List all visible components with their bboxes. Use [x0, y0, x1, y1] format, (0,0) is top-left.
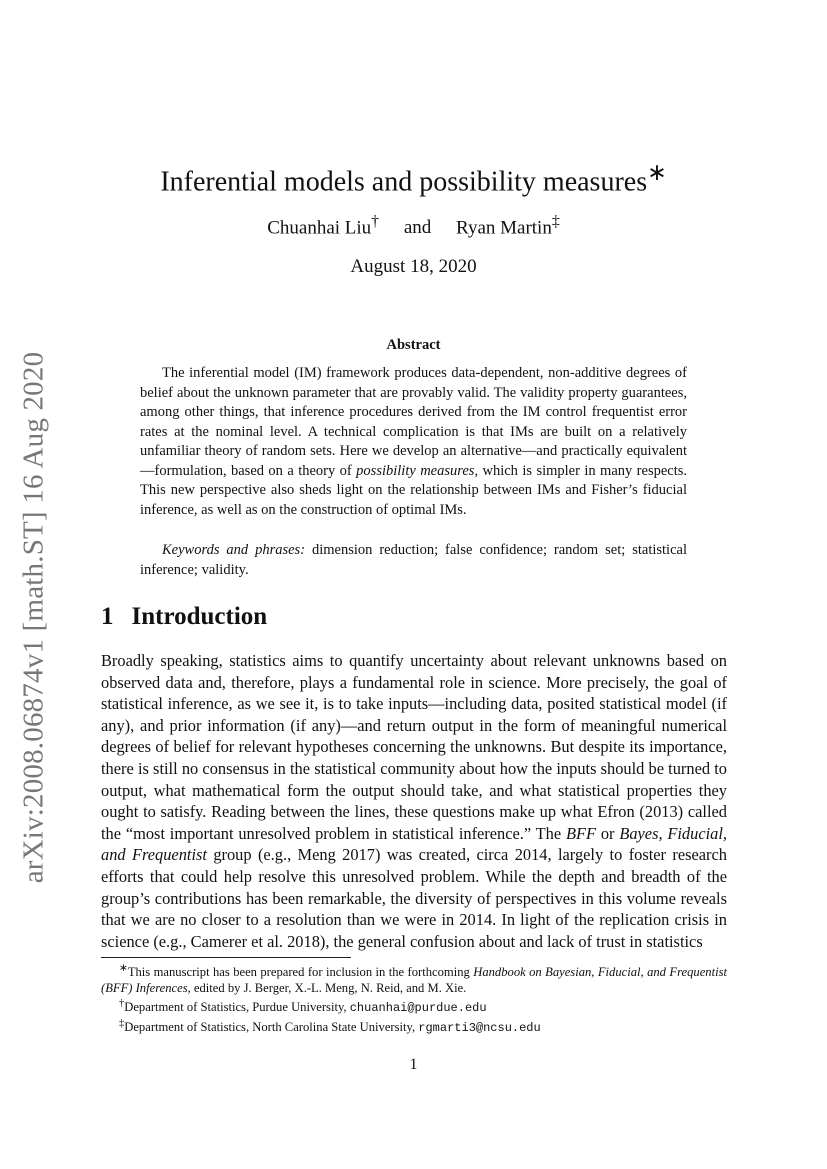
- footnote-mark: ∗: [119, 963, 128, 974]
- author-name: Chuanhai Liu: [267, 217, 372, 239]
- email-link[interactable]: chuanhai@purdue.edu: [349, 1001, 487, 1016]
- page-number: 1: [409, 1056, 418, 1073]
- intro-text: group (e.g., Meng 2017) was created, circa 2014, largely to foster research efforts that could help resolve this unresolved problem. While the depth and breadth of the group’s contributions has been remarkable, the diversity of perspectives in this volume reveals that we are no closer to a resolution than we were in 2014. In light of the replication crisis in science (e.g., Camerer et al. 2018), the general confusion about and lack of trust in statistics: [101, 845, 727, 951]
- paper-title-text: Inferential models and possibility measures: [160, 166, 648, 198]
- intro-paragraph: [101, 650, 727, 952]
- email-link[interactable]: rgmarti3@ncsu.edu: [418, 1021, 541, 1036]
- keywords-label: Keywords and phrases:: [162, 542, 306, 558]
- footnote: [101, 996, 727, 1016]
- title-footnote-mark: ∗: [647, 160, 667, 186]
- arxiv-stamp: [4, 345, 64, 890]
- footnote-text: , edited by J. Berger, X.-L. Meng, N. Reid, and M. Xie.: [187, 981, 467, 996]
- abstract-text: , which is simpler in many respects. This new perspective also sheds light on the relationship between IMs and Fisher’s fiducial inference, as well as on the construction of optimal IMs.: [140, 462, 688, 518]
- intro-text: or: [596, 823, 620, 843]
- arxiv-identifier: arXiv:2008.06874v1 [math.ST] 16 Aug 2020: [17, 351, 50, 884]
- abstract-body: [140, 364, 687, 520]
- section-number: 1: [101, 603, 114, 630]
- author-name: Ryan Martin: [456, 217, 552, 239]
- abstract-heading: Abstract: [386, 337, 441, 353]
- keywords: [140, 541, 687, 580]
- footnote-mark: †: [119, 998, 125, 1010]
- intro-emphasis: BFF: [565, 823, 597, 843]
- footnote-emphasis: Handbook on Bayesian, Fiducial, and Frequentist (BFF) Inferences: [101, 965, 727, 996]
- footnote: [101, 1016, 727, 1036]
- abstract-emphasis: possibility measures: [356, 462, 475, 479]
- author-footnote-mark: †: [371, 213, 380, 230]
- section-title: Introduction: [131, 603, 268, 630]
- footnote-mark: ‡: [119, 1018, 125, 1030]
- footnote-text: This manuscript has been prepared for inclusion in the forthcoming: [127, 965, 474, 980]
- footnote: [101, 961, 727, 996]
- author-line: [100, 213, 727, 239]
- footnote-text: Department of Statistics, North Carolina State University,: [124, 1020, 419, 1035]
- footnotes: [101, 961, 727, 1037]
- paper-title: [100, 158, 727, 198]
- keywords-text: dimension reduction; false confidence; random set; statistical inference; validity.: [140, 542, 687, 578]
- author-footnote-mark: ‡: [551, 213, 560, 230]
- intro-text: Broadly speaking, statistics aims to quantify uncertainty about relevant unknowns based on observed data and, therefore, plays a fundamental role in science. More precisely, the goal of statistical inference, as we see it, is to take inputs—including data, posited statistical model (if any), and prior information (if any)—and return output in the form of meaningful numerical degrees of belief for relevant hypotheses concerning the unknowns. But despite its importance, there is still no consensus in the statistical community about how the inputs should be turned to output, what mathematical form the output should take, and what statistical properties they ought to satisfy. Reading between the lines, these questions make up what Efron (2013) called the “most important unresolved problem in statistical inference.” The: [101, 651, 727, 843]
- author-separator: and: [403, 217, 432, 239]
- intro-emphasis: Bayes, Fiducial, and Frequentist: [101, 823, 727, 865]
- paper-date: August 18, 2020: [350, 256, 477, 277]
- section-heading: [101, 603, 267, 631]
- footnote-text: Department of Statistics, Purdue University,: [124, 1000, 350, 1015]
- footnote-rule: [101, 957, 351, 958]
- abstract-text: The inferential model (IM) framework produces data-dependent, non-additive degrees of belief about the unknown parameter that are provably valid. The validity property guarantees, among other things, that inference procedures derived from the IM control frequentist error rates at the nominal level. A technical complication is that IMs are built on a relatively unfamiliar theory of random sets. Here we develop an alternative—and practically equivalent—formulation, based on a theory of: [140, 365, 687, 479]
